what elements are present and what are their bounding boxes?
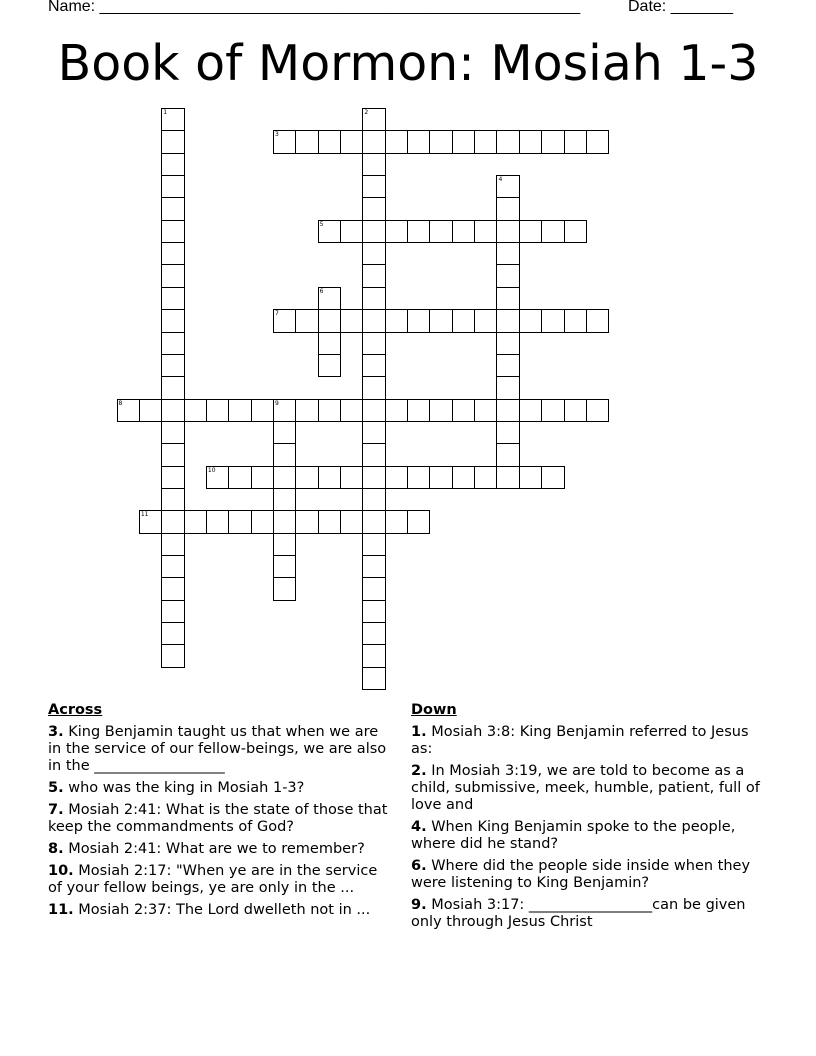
across-clues (48, 702, 394, 924)
grid-cell[interactable] (452, 130, 475, 153)
grid-cell[interactable] (251, 466, 274, 489)
grid-cell[interactable] (362, 130, 385, 153)
grid-cell[interactable] (385, 130, 408, 153)
clue-number-label: 10 (207, 466, 216, 474)
clue-text: Mosiah 2:41: What is the state of those that keep the commandments of God? (48, 802, 388, 835)
clue-number: 6. (411, 858, 427, 874)
grid-cell[interactable] (362, 376, 385, 399)
clue-item (411, 724, 761, 758)
grid-cell[interactable] (452, 466, 475, 489)
grid-cell[interactable] (161, 309, 184, 332)
grid-cell[interactable] (206, 510, 229, 533)
grid-cell[interactable] (161, 600, 184, 623)
clue-number-label: 4 (498, 176, 503, 184)
grid-cell[interactable] (541, 309, 564, 332)
clue-text: Mosiah 2:41: What are we to remember? (68, 841, 365, 857)
grid-cell[interactable] (474, 220, 497, 243)
grid-cell[interactable] (318, 309, 341, 332)
grid-cell[interactable] (161, 242, 184, 265)
clue-number: 11. (48, 902, 74, 918)
grid-cell[interactable] (206, 399, 229, 422)
grid-cell[interactable] (407, 130, 430, 153)
grid-cell[interactable] (273, 466, 296, 489)
grid-cell[interactable] (429, 399, 452, 422)
grid-cell[interactable] (295, 466, 318, 489)
clue-item (411, 763, 761, 814)
grid-cell[interactable] (586, 399, 609, 422)
grid-cell[interactable] (362, 309, 385, 332)
grid-cell[interactable] (564, 399, 587, 422)
grid-cell[interactable] (496, 421, 519, 444)
grid-cell[interactable] (295, 309, 318, 332)
grid-cell[interactable] (318, 510, 341, 533)
grid-cell[interactable] (496, 376, 519, 399)
grid-cell[interactable] (340, 309, 363, 332)
header-line (48, 0, 740, 20)
clue-number-label: 9 (274, 399, 279, 407)
grid-cell[interactable] (362, 622, 385, 645)
clue-text: When King Benjamin spoke to the people, where did he stand? (411, 819, 736, 852)
grid-cell[interactable] (161, 644, 184, 667)
clue-number: 3. (48, 724, 64, 740)
grid-cell[interactable] (474, 309, 497, 332)
grid-cell[interactable] (519, 399, 542, 422)
grid-cell[interactable] (161, 577, 184, 600)
grid-cell[interactable] (407, 309, 430, 332)
clue-text: In Mosiah 3:19, we are told to become as a child, submissive, meek, humble, patient, full of love and (411, 763, 760, 813)
grid-cell[interactable] (362, 354, 385, 377)
grid-cell[interactable] (496, 197, 519, 220)
grid-cell[interactable] (228, 510, 251, 533)
grid-cell[interactable] (496, 130, 519, 153)
grid-cell[interactable] (340, 130, 363, 153)
grid-cell[interactable] (161, 197, 184, 220)
grid-cell[interactable] (362, 488, 385, 511)
grid-cell[interactable] (496, 242, 519, 265)
grid-cell[interactable] (161, 443, 184, 466)
grid-cell[interactable] (564, 220, 587, 243)
clue-text: Mosiah 2:37: The Lord dwelleth not in ... (78, 902, 371, 918)
grid-cell[interactable] (496, 264, 519, 287)
grid-cell[interactable] (273, 443, 296, 466)
grid-cell[interactable] (564, 309, 587, 332)
grid-cell[interactable] (496, 354, 519, 377)
page-title: Book of Mormon: Mosiah 1-3 (57, 35, 759, 92)
grid-cell[interactable] (362, 287, 385, 310)
grid-cell[interactable] (541, 399, 564, 422)
grid-cell[interactable] (385, 510, 408, 533)
clue-item (48, 841, 394, 858)
clue-item (48, 780, 394, 797)
grid-cell[interactable] (429, 466, 452, 489)
grid-cell[interactable] (340, 510, 363, 533)
grid-cell[interactable] (407, 220, 430, 243)
grid-cell[interactable] (273, 533, 296, 556)
grid-cell[interactable] (496, 220, 519, 243)
date-field-label: Date: _______ (628, 0, 733, 15)
grid-cell[interactable] (295, 130, 318, 153)
grid-cell[interactable] (452, 309, 475, 332)
grid-cell[interactable] (385, 309, 408, 332)
grid-cell[interactable] (139, 399, 162, 422)
clue-number-label: 11 (140, 511, 149, 519)
clue-item (48, 863, 394, 897)
clue-number: 5. (48, 780, 64, 796)
clue-text: Mosiah 3:17: _________________can be given only through Jesus Christ (411, 897, 746, 930)
grid-cell[interactable] (318, 130, 341, 153)
clue-text: Where did the people side inside when they were listening to King Benjamin? (411, 858, 751, 891)
grid-cell[interactable] (362, 242, 385, 265)
grid-cell[interactable] (161, 466, 184, 489)
grid-cell[interactable] (161, 533, 184, 556)
grid-cell[interactable] (362, 220, 385, 243)
grid-cell[interactable] (273, 510, 296, 533)
grid-cell[interactable] (362, 555, 385, 578)
grid-cell[interactable] (362, 264, 385, 287)
clue-item (48, 724, 394, 775)
clue-number-label: 8 (118, 399, 123, 407)
clue-number-label: 3 (274, 131, 279, 139)
clue-number-label: 1 (163, 109, 168, 116)
grid-cell[interactable] (407, 510, 430, 533)
clue-item (411, 858, 761, 892)
grid-cell[interactable] (161, 287, 184, 310)
clue-number: 8. (48, 841, 64, 857)
grid-cell[interactable] (251, 399, 274, 422)
grid-cell[interactable] (228, 399, 251, 422)
clue-number: 1. (411, 724, 427, 740)
across-heading: Across (48, 702, 103, 718)
grid-cell[interactable] (340, 466, 363, 489)
grid-cell[interactable] (161, 488, 184, 511)
grid-cell[interactable] (340, 220, 363, 243)
clue-item (411, 897, 761, 931)
grid-cell[interactable] (161, 332, 184, 355)
grid-cell[interactable] (541, 130, 564, 153)
grid-cell[interactable] (161, 153, 184, 176)
grid-cell[interactable] (161, 421, 184, 444)
grid-cell[interactable] (519, 220, 542, 243)
grid-cell[interactable] (184, 510, 207, 533)
clue-number: 7. (48, 802, 64, 818)
grid-cell[interactable] (385, 466, 408, 489)
grid-cell[interactable] (295, 399, 318, 422)
grid-cell[interactable] (586, 309, 609, 332)
clue-text: King Benjamin taught us that when we are in the service of our fellow-beings, we are also in the __________________ (48, 724, 387, 774)
clue-item (411, 819, 761, 853)
grid-cell[interactable] (496, 309, 519, 332)
grid-cell[interactable] (496, 332, 519, 355)
grid-cell[interactable] (452, 399, 475, 422)
grid-cell[interactable] (318, 332, 341, 355)
grid-cell[interactable] (362, 600, 385, 623)
clue-number: 2. (411, 763, 427, 779)
grid-cell[interactable] (318, 466, 341, 489)
grid-cell[interactable] (429, 220, 452, 243)
clue-number-label: 5 (319, 220, 324, 228)
grid-cell[interactable] (496, 443, 519, 466)
grid-cell[interactable] (474, 130, 497, 153)
grid-cell[interactable] (184, 399, 207, 422)
clue-text: Mosiah 3:8: King Benjamin referred to Jesus as: (411, 724, 749, 757)
grid-cell[interactable] (228, 466, 251, 489)
grid-cell[interactable] (429, 309, 452, 332)
grid-cell[interactable] (161, 264, 184, 287)
grid-cell[interactable] (340, 399, 363, 422)
clue-number-label: 2 (364, 109, 369, 116)
clue-number-label: 6 (319, 287, 324, 295)
grid-cell[interactable] (161, 220, 184, 243)
down-heading: Down (411, 702, 457, 718)
grid-cell[interactable] (161, 376, 184, 399)
grid-cell[interactable] (362, 644, 385, 667)
grid-cell[interactable] (362, 533, 385, 556)
grid-cell[interactable] (496, 287, 519, 310)
grid-cell[interactable] (407, 399, 430, 422)
grid-cell[interactable] (251, 510, 274, 533)
grid-cell[interactable] (161, 510, 184, 533)
grid-cell[interactable] (452, 220, 475, 243)
grid-cell[interactable] (161, 130, 184, 153)
grid-cell[interactable] (519, 466, 542, 489)
grid-cell[interactable] (474, 399, 497, 422)
grid-cell[interactable] (161, 555, 184, 578)
grid-cell[interactable] (161, 622, 184, 645)
grid-cell[interactable] (407, 466, 430, 489)
grid-cell[interactable] (161, 354, 184, 377)
grid-cell[interactable] (362, 466, 385, 489)
grid-cell[interactable] (385, 399, 408, 422)
grid-cell[interactable] (362, 197, 385, 220)
clue-number-label: 7 (274, 310, 279, 318)
grid-cell[interactable] (362, 153, 385, 176)
grid-cell[interactable] (519, 309, 542, 332)
grid-cell[interactable] (362, 399, 385, 422)
grid-cell[interactable] (362, 667, 385, 690)
clue-number: 4. (411, 819, 427, 835)
grid-cell[interactable] (496, 466, 519, 489)
clue-number: 10. (48, 863, 74, 879)
grid-cell[interactable] (541, 466, 564, 489)
grid-cell[interactable] (161, 399, 184, 422)
grid-cell[interactable] (586, 130, 609, 153)
grid-cell[interactable] (273, 555, 296, 578)
grid-cell[interactable] (273, 488, 296, 511)
grid-cell[interactable] (295, 510, 318, 533)
grid-cell[interactable] (362, 577, 385, 600)
grid-cell[interactable] (318, 399, 341, 422)
grid-cell[interactable] (273, 577, 296, 600)
grid-cell[interactable] (474, 466, 497, 489)
down-clues (411, 702, 761, 936)
grid-cell[interactable] (362, 175, 385, 198)
grid-cell[interactable] (564, 130, 587, 153)
name-field-label: Name: ______________________________________________________ (48, 0, 581, 15)
grid-cell[interactable] (161, 175, 184, 198)
clue-item (48, 902, 394, 919)
clue-item (48, 802, 394, 836)
grid-cell[interactable] (362, 443, 385, 466)
grid-cell[interactable] (519, 130, 542, 153)
grid-cell[interactable] (273, 421, 296, 444)
clue-text: who was the king in Mosiah 1-3? (68, 780, 305, 796)
clue-text: Mosiah 2:17: "When ye are in the service of your fellow beings, ye are only in the ... (48, 863, 378, 896)
clue-number: 9. (411, 897, 427, 913)
grid-cell[interactable] (385, 220, 408, 243)
grid-cell[interactable] (496, 399, 519, 422)
grid-cell[interactable] (541, 220, 564, 243)
grid-cell[interactable] (362, 510, 385, 533)
grid-cell[interactable] (429, 130, 452, 153)
grid-cell[interactable] (318, 354, 341, 377)
grid-cell[interactable] (362, 332, 385, 355)
grid-cell[interactable] (362, 421, 385, 444)
